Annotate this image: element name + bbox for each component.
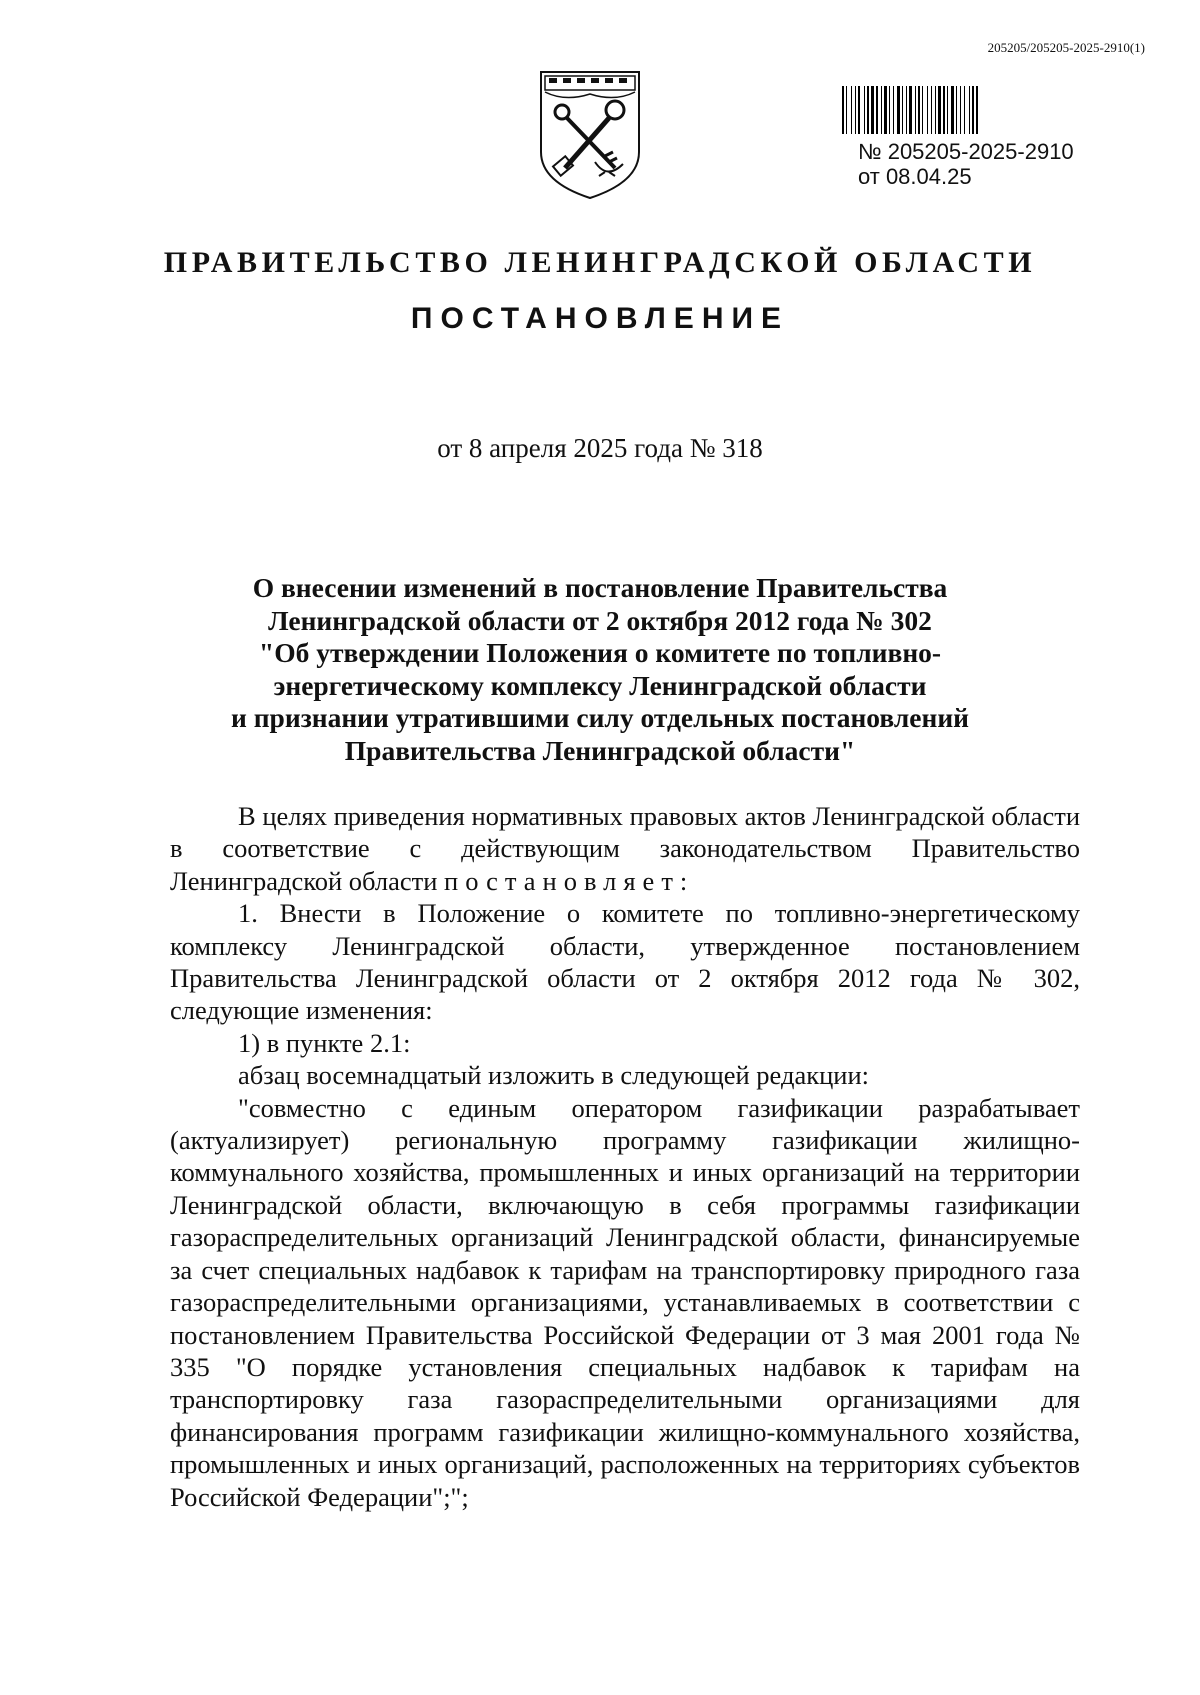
barcode [842, 86, 1104, 134]
heading-line: и признании утратившими силу отдельных постановлений [230, 702, 970, 733]
barcode-bar [915, 86, 916, 134]
registration-number: № 205205-2025-2910 [858, 139, 1074, 164]
barcode-bar [893, 86, 894, 134]
heading-line: О внесении изменений в постановление Правительства [252, 572, 948, 603]
sub-item-1-text: абзац восемнадцатый изложить в следующей редакции: [238, 1060, 869, 1091]
heading-line: Правительства Ленинградской области" [344, 734, 856, 766]
document-reference: 205205/205205-2025-2910(1) [987, 40, 1145, 55]
barcode-bar [964, 86, 965, 134]
heading-line: "Об утверждении Положения о комитете по топливно- [258, 637, 942, 668]
barcode-bar [909, 86, 912, 134]
coat-of-arms-icon [535, 64, 645, 200]
barcode-bar [938, 86, 941, 134]
barcode-bar [927, 86, 928, 134]
barcode-bar [897, 86, 900, 134]
barcode-bar [871, 86, 874, 134]
barcode-bar [960, 86, 961, 134]
barcode-bar [851, 86, 852, 134]
preamble-verb: постановляет: [444, 865, 695, 896]
barcode-bar [947, 86, 948, 134]
barcode-bar [969, 86, 970, 134]
barcode-bar [935, 86, 936, 134]
document-body [170, 800, 1080, 1513]
barcode-bar [889, 86, 890, 134]
barcode-bar [881, 86, 882, 134]
barcode-bar [918, 86, 920, 134]
preamble-paragraph [170, 800, 1080, 897]
heading-line: энергетическому комплексу Ленинградской области [273, 669, 927, 701]
barcode-bar [842, 86, 844, 134]
authority-title: ПРАВИТЕЛЬСТВО ЛЕНИНГРАДСКОЙ ОБЛАСТИ [163, 246, 1037, 279]
barcode-bar [864, 86, 865, 134]
registration-date: от 08.04.25 [858, 164, 972, 189]
act-date-number: от 8 апреля 2025 года № 318 [437, 433, 763, 463]
quoted-amendment: "совместно с единым оператором газификации разрабатывает (актуализирует) региональную программу газификации жилищно-коммунального хозяйства, промышленных и иных организаций на территории Ленинградской области, включающую в себя программы газификации газораспределительных организаций Ленинградской области, финансируемые за счет специальных надбавок к тарифам на транспортировку природного газа газораспределительными организациями, устанавливаемых в соответствии с постановлением Правительства Российской Федерации от 3 мая 2001 года № 335 "О порядке установления специальных надбавок к тарифам на транспортировку газа газораспределительными организациями для финансирования программ газификации жилищно-коммунального хозяйства, промышленных и иных организаций, расположенных на территориях субъектов Российской Федерации";"; [170, 1092, 1080, 1512]
barcode-bar [976, 86, 978, 134]
heading-line: Ленинградской области от 2 октября 2012 года № 302 [268, 604, 932, 636]
barcode-bar [931, 86, 932, 134]
barcode-bar [943, 86, 945, 134]
barcode-bar [902, 86, 903, 134]
barcode-bar [956, 86, 957, 134]
barcode-bar [867, 86, 869, 134]
barcode-bar [876, 86, 878, 134]
barcode-bar [884, 86, 887, 134]
barcode-bar [922, 86, 923, 134]
barcode-bar [951, 86, 954, 134]
barcode-bar [906, 86, 907, 134]
act-type-title: ПОСТАНОВЛЕНИЕ [410, 302, 790, 335]
sub-item-1: 1) в пункте 2.1: [238, 1027, 411, 1058]
barcode-bar [972, 86, 974, 134]
preamble-text: В целях приведения нормативных правовых актов Ленинградской области в соответствие с действующим законодательством Правительство Ленинградской области [170, 801, 1080, 896]
barcode-bar [846, 86, 847, 134]
barcode-bar [858, 86, 860, 134]
act-heading [150, 572, 1050, 767]
barcode-bar [855, 86, 856, 134]
item-1-paragraph: 1. Внести в Положение о комитете по топливно-энергетическому комплексу Ленинградской области, утвержденное постановлением Правительства Ленинградской области от 2 октября 2012 года № 302, следующие изменения: [170, 898, 1080, 1026]
